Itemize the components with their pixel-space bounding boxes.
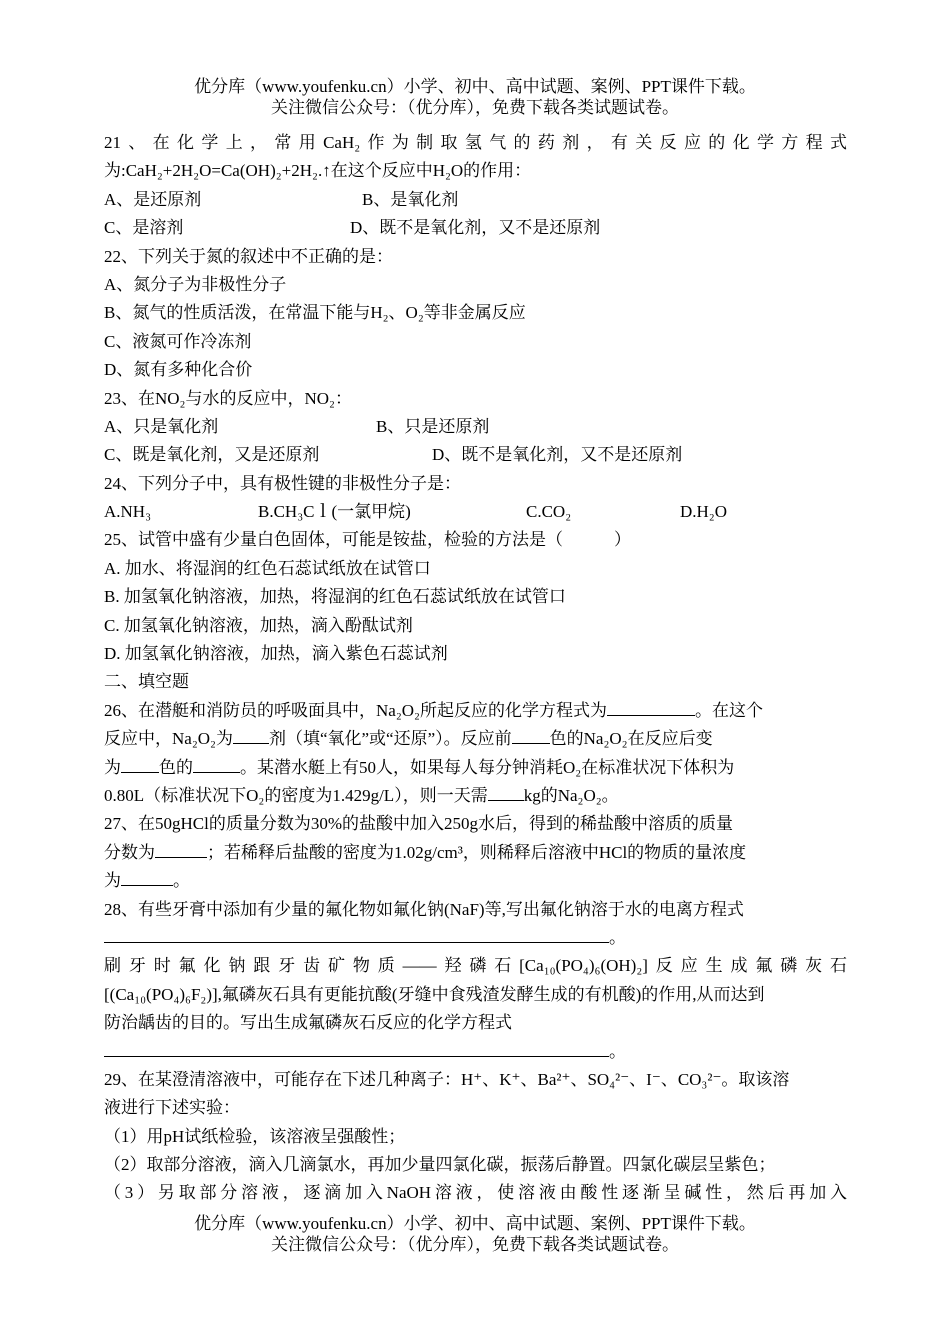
q25-stem: 25、试管中盛有少量白色固体，可能是铵盐，检验的方法是（ ）: [104, 530, 631, 550]
q23-options-ab: [104, 413, 847, 441]
q21-stem-line-2: 为:CaH₂+2H₂O=Ca(OH)₂+2H₂.↑在这个反应中H₂O的作用：: [104, 161, 532, 181]
q23-option-b: B、只是还原剂: [376, 416, 490, 436]
q26-text-1a: 26、在潜艇和消防员的呼吸面具中，Na₂O₂所起反应的化学方程式为: [104, 700, 607, 720]
header-line-2: 关注微信公众号：（优分库），免费下载各类试题试卷。: [271, 98, 679, 117]
q28-answer-line-1: [104, 924, 847, 952]
q25-option-a: A. 加水、将湿润的红色石蕊试纸放在试管口: [104, 558, 431, 578]
q29-step-1: （1）用pH试纸检验，该溶液呈强酸性；: [104, 1126, 406, 1146]
q22-option-a: A、氮分子为非极性分子: [104, 274, 287, 294]
q24-stem: 24、下列分子中，具有极性键的非极性分子是：: [104, 473, 461, 493]
q21-options-ab: [104, 186, 847, 214]
section-title-fill-in: 二、填空题: [104, 672, 189, 692]
q26-line-4: [104, 782, 847, 810]
q22-option-d: D、氮有多种化合价: [104, 360, 253, 380]
q28-end-2: 。: [609, 1041, 626, 1061]
q26-text-2c: 色的Na₂O₂在反应后变: [549, 729, 713, 749]
q21-option-b: B、是氧化剂: [362, 189, 459, 209]
q29-step-3: （3）另取部分溶液，逐滴加入NaOH溶液，使溶液由酸性逐渐呈碱性，然后再加入: [104, 1183, 847, 1203]
footer-line-1: 优分库（www.youfenku.cn）小学、初中、高中试题、案例、PPT课件下载。: [194, 1214, 756, 1233]
q27-blank-concentration[interactable]: [121, 867, 173, 886]
q26-text-3b: 色的: [159, 757, 193, 777]
q26-line-2: [104, 725, 847, 753]
header-line-1: 优分库（www.youfenku.cn）小学、初中、高中试题、案例、PPT课件下载。: [194, 77, 756, 96]
q28-end-1: 。: [609, 927, 626, 947]
q26-text-3c: 。某潜水艇上有50人，如果每人每分钟消耗O₂在标准状况下体积为: [240, 757, 735, 777]
q25-option-b: B. 加氢氧化钠溶液，加热，将湿润的红色石蕊试纸放在试管口: [104, 587, 566, 607]
q21-option-c: C、是溶剂: [104, 218, 184, 238]
q26-text-4a: 0.80L（标准状况下O₂的密度为1.429g/L），则一天需: [104, 785, 488, 805]
q28-blank-ionization-equation[interactable]: [104, 924, 609, 943]
q25-option-c: C. 加氢氧化钠溶液，加热，滴入酚酞试剂: [104, 615, 413, 635]
q26-blank-mass[interactable]: [488, 782, 524, 801]
q28-blank-reaction-equation[interactable]: [104, 1038, 609, 1057]
q28-line-5: 防治龋齿的目的。写出生成氟磷灰石反应的化学方程式: [104, 1013, 512, 1033]
question-body: [104, 129, 847, 1208]
q27-line-1: 27、在50gHCl的质量分数为30%的盐酸中加入250g水后，得到的稀盐酸中溶质的质量: [104, 814, 733, 834]
q26-blank-agent[interactable]: [233, 725, 269, 744]
q25-option-d: D. 加氢氧化钠溶液，加热，滴入紫色石蕊试剂: [104, 644, 448, 664]
q26-text-3a: 为: [104, 757, 121, 777]
q24-option-c: C.CO₂: [526, 502, 572, 522]
q23-options-cd: [104, 441, 847, 469]
q26-blank-substance[interactable]: [193, 754, 240, 773]
page-footer: [0, 1213, 950, 1255]
q26-text-4b: kg的Na₂O₂。: [523, 785, 619, 805]
q28-answer-line-2: [104, 1038, 847, 1066]
q23-option-c: C、既是氧化剂，又是还原剂: [104, 445, 320, 465]
q27-line-3: [104, 867, 847, 895]
q29-line-1: 29、在某澄清溶液中，可能存在下述几种离子：H⁺、K⁺、Ba²⁺、SO₄²⁻、I⁻、CO₃²⁻。取该溶: [104, 1069, 790, 1089]
q21-stem-line-1: 21、在化学上，常用CaH₂作为制取氢气的药剂，有关反应的化学方程式: [104, 133, 847, 152]
q27-line-2: [104, 839, 847, 867]
q21-options-cd: [104, 214, 847, 242]
q26-line-3: [104, 754, 847, 782]
q26-line-1: [104, 697, 847, 725]
q26-text-2a: 反应中，Na₂O₂为: [104, 729, 233, 749]
q27-blank-mass-fraction[interactable]: [155, 839, 207, 858]
q24-option-b: B.CH₃Cｌ(一氯甲烷): [258, 502, 411, 522]
q22-option-c: C、液氮可作冷冻剂: [104, 331, 252, 351]
q26-blank-color-before[interactable]: [512, 725, 550, 744]
q22-option-b: B、氮气的性质活泼，在常温下能与H₂、O₂等非金属反应: [104, 303, 526, 323]
q26-text-2b: 剂（填“氧化”或“还原”）。反应前: [268, 729, 512, 749]
q23-option-d: D、既不是氧化剂，又不是还原剂: [432, 445, 683, 465]
q24-option-a: A.NH₃: [104, 502, 152, 522]
q27-text-3b: 。: [173, 871, 190, 891]
q26-text-1b: 。在这个: [694, 700, 763, 720]
q24-options: [104, 498, 847, 526]
q28-line-4: [(Ca₁₀(PO₄)₆F₂)],氟磷灰石具有更能抗酸(牙缝中食残渣发酵生成的有机酸)的作用,从而达到: [104, 984, 765, 1004]
q27-text-2b: ；若稀释后盐酸的密度为1.02g/cm³，则稀释后溶液中HCl的物质的量浓度: [207, 842, 747, 862]
q26-blank-equation[interactable]: [607, 697, 695, 716]
q28-line-3: 刷牙时氟化钠跟牙齿矿物质——羟磷石[Ca₁₀(PO₄)₆(OH)₂]反应生成氟磷灰石: [104, 956, 847, 976]
q22-stem: 22、下列关于氮的叙述中不正确的是：: [104, 246, 393, 266]
q29-step-2: （2）取部分溶液，滴入几滴氯水，再加少量四氯化碳，振荡后静置。四氯化碳层呈紫色；: [104, 1155, 776, 1175]
q24-option-d: D.H₂O: [680, 502, 728, 522]
footer-line-2: 关注微信公众号：（优分库），免费下载各类试题试卷。: [271, 1235, 679, 1254]
q27-text-3a: 为: [104, 871, 121, 891]
q23-stem: 23、在NO₂与水的反应中，NO₂：: [104, 388, 352, 408]
page-header: [0, 76, 950, 118]
q28-line-1: 28、有些牙膏中添加有少量的氟化物如氟化钠(NaF)等,写出氟化钠溶于水的电离方程式: [104, 899, 744, 919]
q29-line-2: 液进行下述实验：: [104, 1098, 240, 1118]
q26-blank-color-after[interactable]: [121, 754, 159, 773]
q23-option-a: A、只是氧化剂: [104, 416, 219, 436]
q27-text-2a: 分数为: [104, 842, 155, 862]
q21-option-a: A、是还原剂: [104, 189, 202, 209]
q21-option-d: D、既不是氧化剂，又不是还原剂: [350, 218, 601, 238]
